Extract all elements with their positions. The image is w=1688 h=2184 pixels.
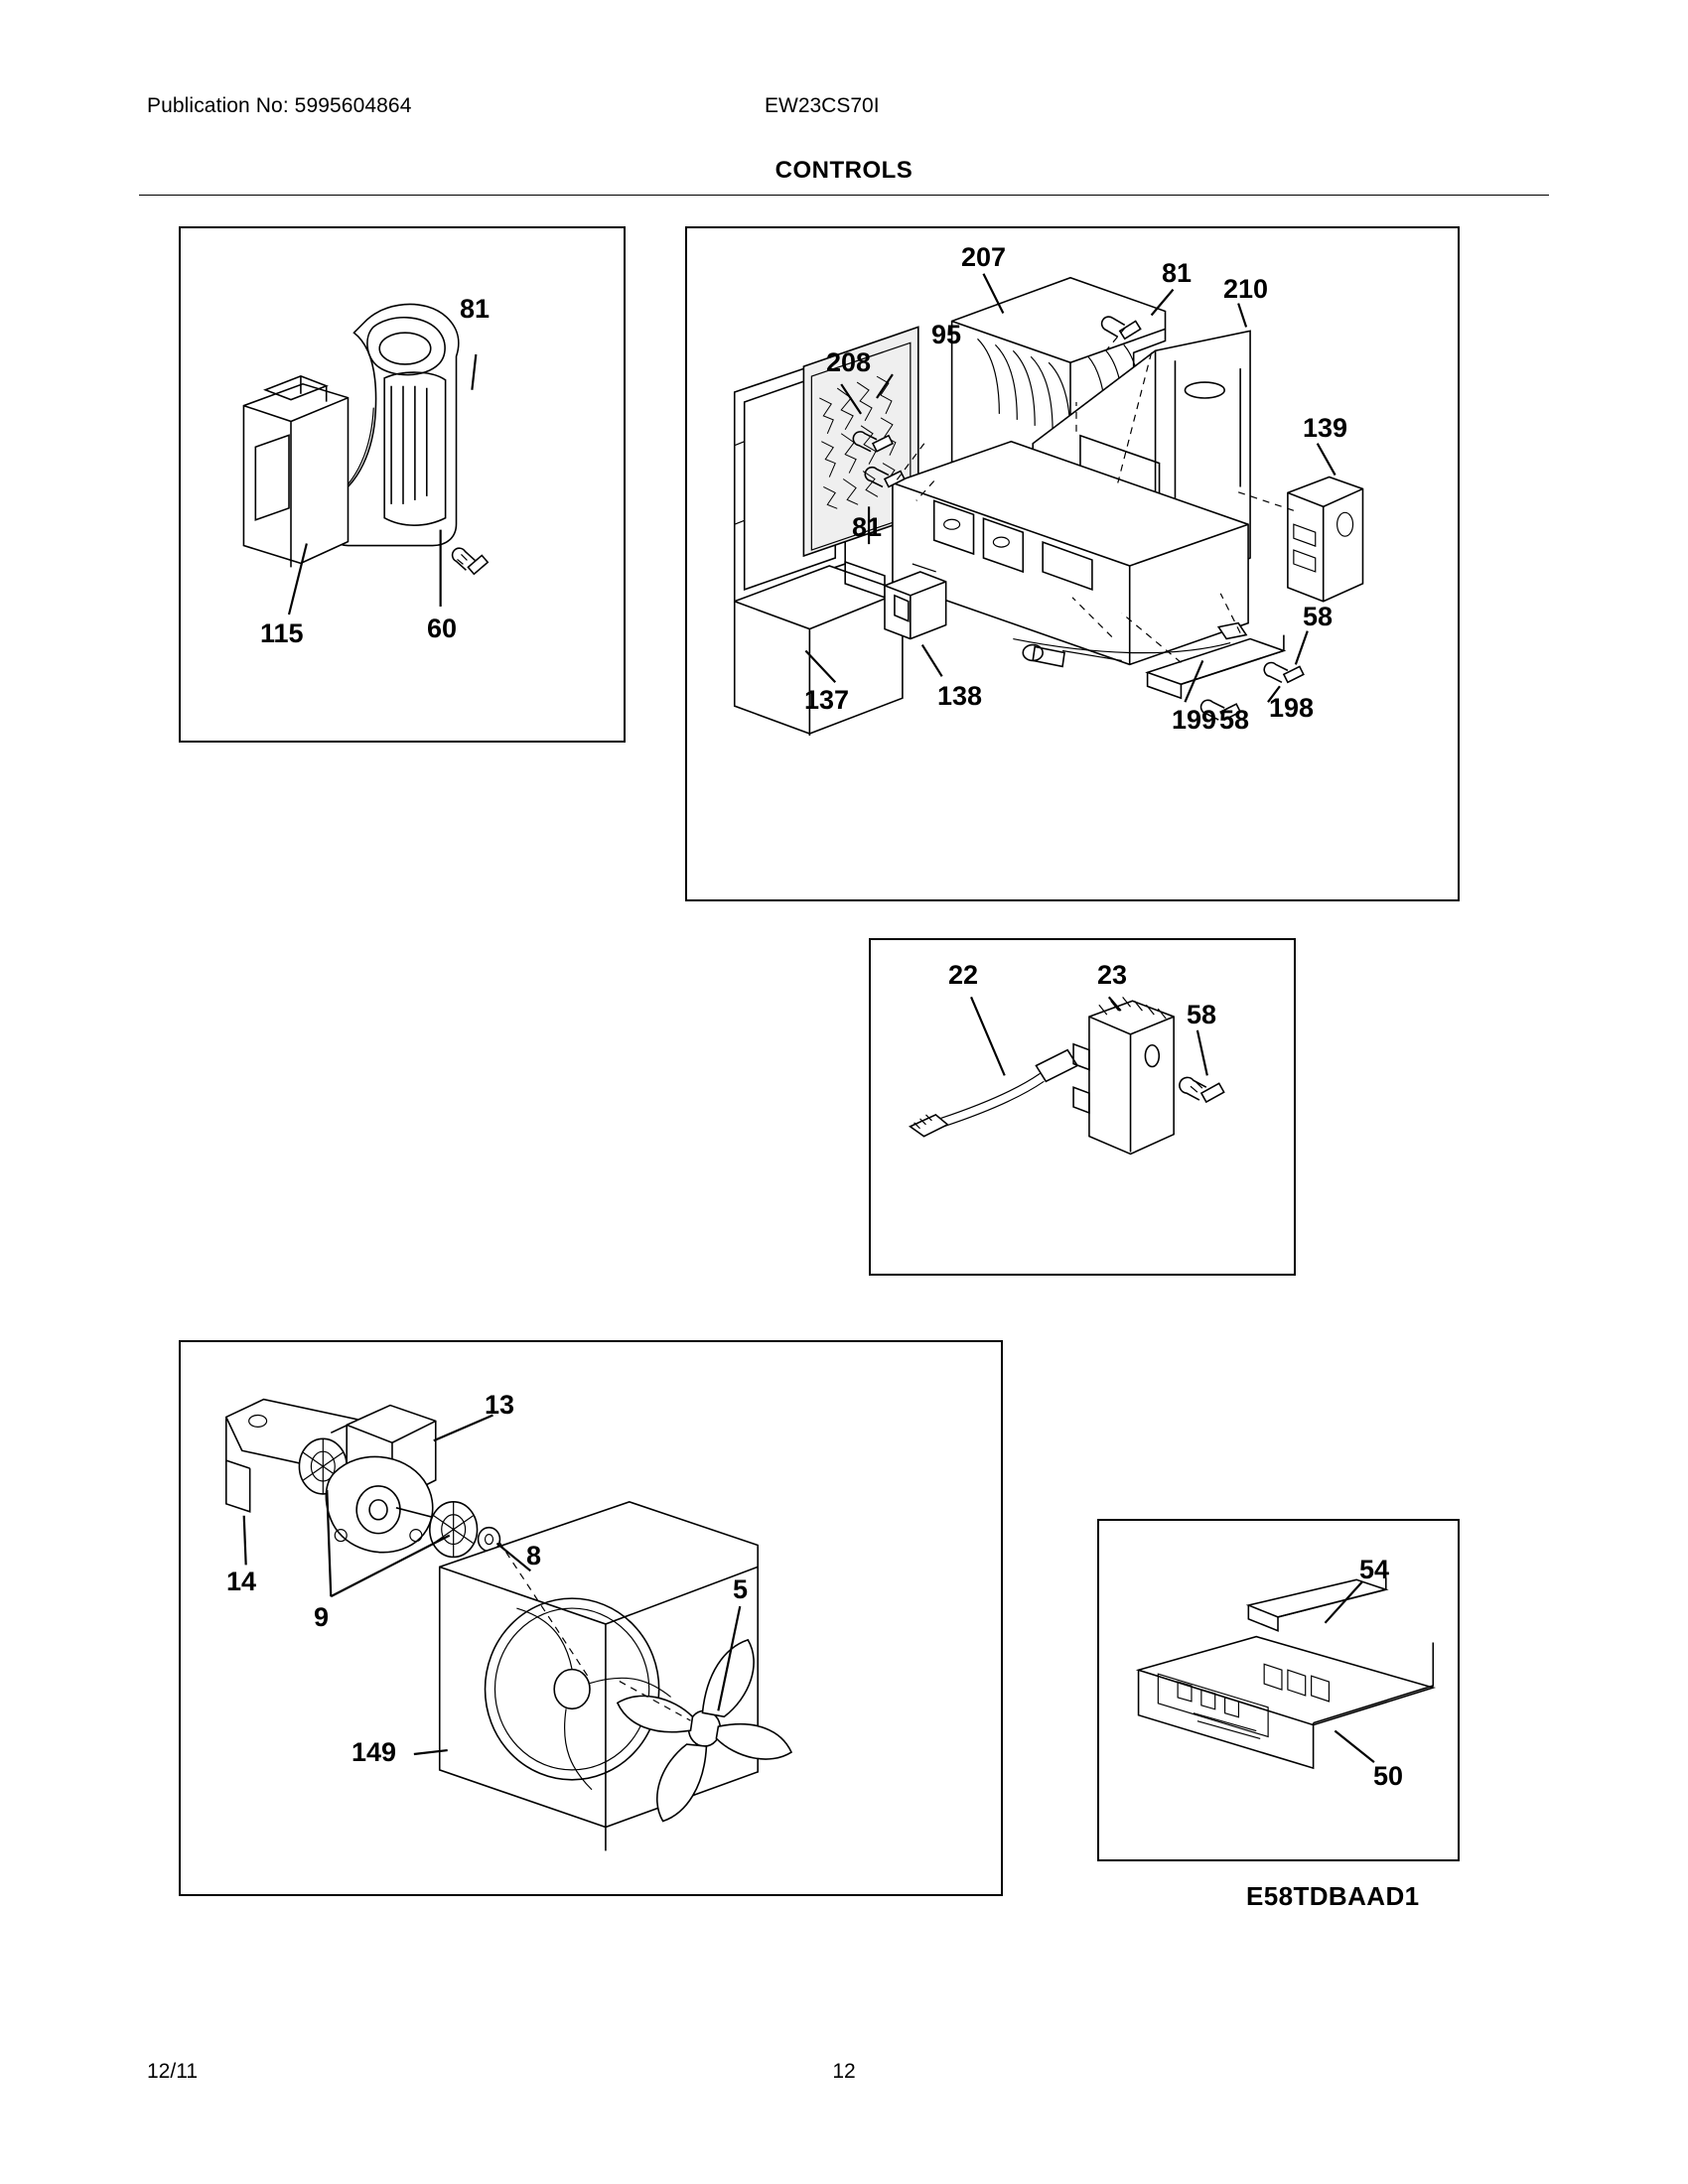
callout-208: 208 [826, 347, 872, 377]
footer-page-number: 12 [832, 2060, 856, 2083]
wire-harness-part [911, 1050, 1077, 1137]
leader-line [1197, 1030, 1207, 1075]
screw-part [1264, 663, 1304, 683]
harness-illustration [871, 940, 1294, 1274]
page-title: CONTROLS [774, 157, 914, 184]
leader-line [1335, 1731, 1374, 1763]
footer-date: 12/11 [147, 2060, 198, 2083]
leader-line [1296, 631, 1308, 665]
control-board-illustration [1099, 1521, 1458, 1859]
callout-138: 138 [937, 681, 983, 711]
callout-9: 9 [314, 1602, 330, 1632]
evaporator-fan-panel [179, 1340, 1003, 1896]
leader-line [971, 997, 1005, 1075]
fan-blower-wheel-part [430, 1502, 478, 1558]
dispenser-control-illustration [181, 228, 624, 741]
evaporator-fan-illustration [181, 1342, 1001, 1894]
callout-54: 54 [1359, 1555, 1390, 1584]
callout-95: 95 [931, 320, 962, 349]
callout-210: 210 [1223, 274, 1269, 304]
screw-part [1180, 1077, 1224, 1102]
control-housing-assembly-panel [685, 226, 1460, 901]
dispenser-module-part [243, 376, 348, 568]
callout-198: 198 [1269, 693, 1315, 723]
callout-149: 149 [352, 1737, 397, 1767]
callout-22: 22 [948, 960, 979, 990]
dispenser-housing-part [331, 304, 459, 545]
control-board-code: E58TDBAAD1 [1246, 1881, 1420, 1911]
callout-58-lower: 58 [1219, 705, 1250, 735]
control-board-tray-part [1139, 1637, 1434, 1768]
callout-199: 199 [1172, 705, 1217, 735]
leader-line [244, 1516, 246, 1566]
callout-23: 23 [1097, 960, 1128, 990]
callout-60: 60 [427, 614, 458, 643]
callout-14: 14 [226, 1567, 257, 1596]
model-number: EW23CS70I [765, 94, 880, 117]
harness-and-cover-panel [869, 938, 1296, 1276]
callout-8: 8 [526, 1541, 542, 1570]
leader-line [1318, 444, 1336, 476]
wire-clip-part [885, 572, 946, 639]
fan-shroud-part [440, 1502, 758, 1850]
leader-line [922, 645, 942, 677]
callout-81-upper: 81 [1162, 258, 1193, 288]
callout-5: 5 [733, 1574, 749, 1604]
callout-58-upper: 58 [1303, 602, 1334, 631]
control-board-cover-part [1248, 1577, 1385, 1630]
callout-137: 137 [804, 685, 850, 715]
control-board-panel [1097, 1519, 1460, 1861]
control-cover-part [1073, 997, 1174, 1154]
control-housing-illustration [687, 228, 1458, 899]
callout-207: 207 [961, 242, 1007, 272]
callout-50: 50 [1373, 1761, 1404, 1791]
header-divider [139, 195, 1549, 196]
dispenser-control-panel [179, 226, 626, 743]
callout-81-lower: 81 [852, 512, 883, 542]
callout-58: 58 [1187, 1000, 1217, 1029]
leader-line [472, 354, 476, 390]
leader-line [1238, 304, 1246, 328]
callout-139: 139 [1303, 413, 1348, 443]
callout-81: 81 [460, 294, 491, 324]
screw-part [453, 548, 489, 574]
callout-13: 13 [485, 1390, 515, 1420]
callout-115: 115 [260, 618, 304, 648]
publication-number: Publication No: 5995604864 [147, 94, 412, 117]
control-module-part [1288, 478, 1363, 602]
